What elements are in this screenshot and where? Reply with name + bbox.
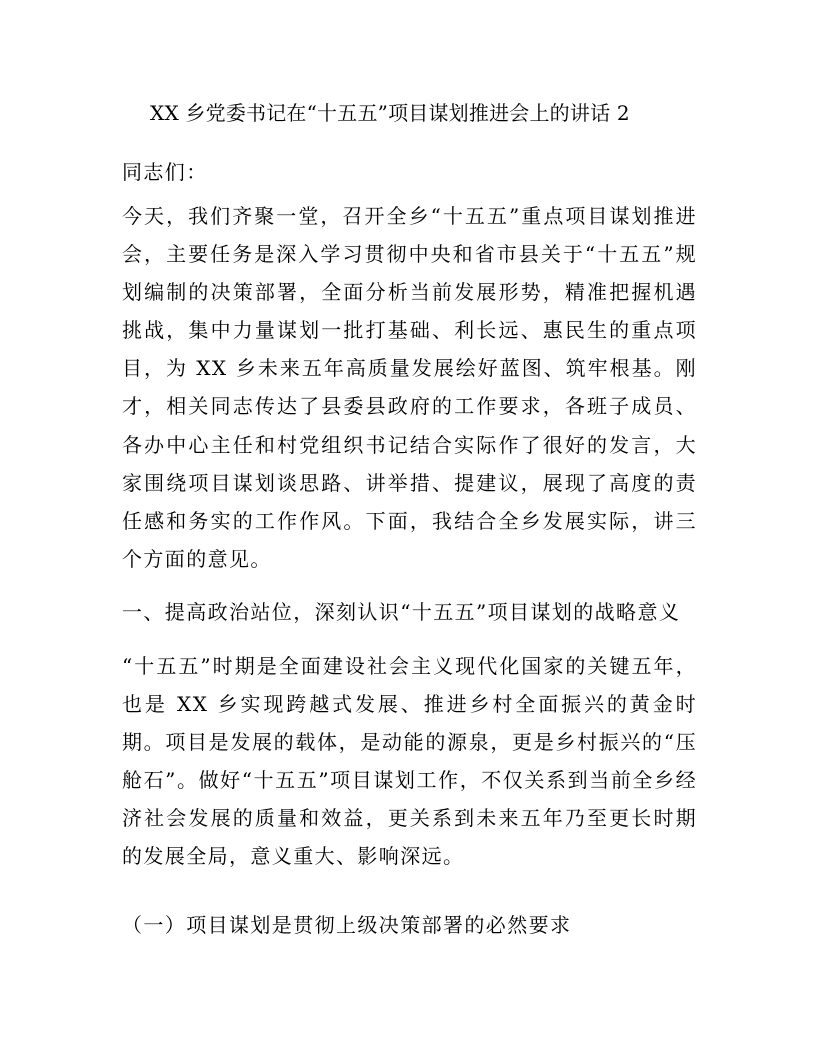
section-1-paragraph: “十五五”时期是全面建设社会主义现代化国家的关键五年，也是 XX 乡实现跨越式发展、推进乡村全面振兴的黄金时期。项目是发展的载体，是动能的源泉，更是乡村振兴的“压舱石”。做好“十五五”项目谋划工作，不仅关系到当前全乡经济社会发展的质量和效益，更关系到未来五年乃至更长时期的发展全局，意义重大、影响深远。 [122, 654, 697, 868]
opening-paragraph: 今天，我们齐聚一堂，召开全乡“十五五”重点项目谋划推进会，主要任务是深入学习贯彻中央和省市县关于“十五五”规划编制的决策部署，全面分析当前发展形势，精准把握机遇挑战，集中力量谋划一批打基础、利长远、惠民生的重点项目，为 XX 乡未来五年高质量发展绘好蓝图、筑牢根基。刚才，相关同志传达了县委县政府的工作要求，各班子成员、各办中心主任和村党组织书记结合实际作了很好的发言，大家围绕项目谋划谈思路、讲举措、提建议，展现了高度的责任感和务实的工作作风。下面，我结合全乡发展实际，讲三个方面的意见。 [122, 204, 697, 571]
document-title: XX 乡党委书记在“十五五”项目谋划推进会上的讲话 2 [150, 101, 630, 125]
salutation: 同志们： [122, 160, 208, 184]
section-heading-1: 一、提高政治站位，深刻认识“十五五”项目谋划的战略意义 [122, 600, 681, 624]
subsection-heading-1: （一）项目谋划是贯彻上级决策部署的必然要求 [122, 913, 572, 937]
